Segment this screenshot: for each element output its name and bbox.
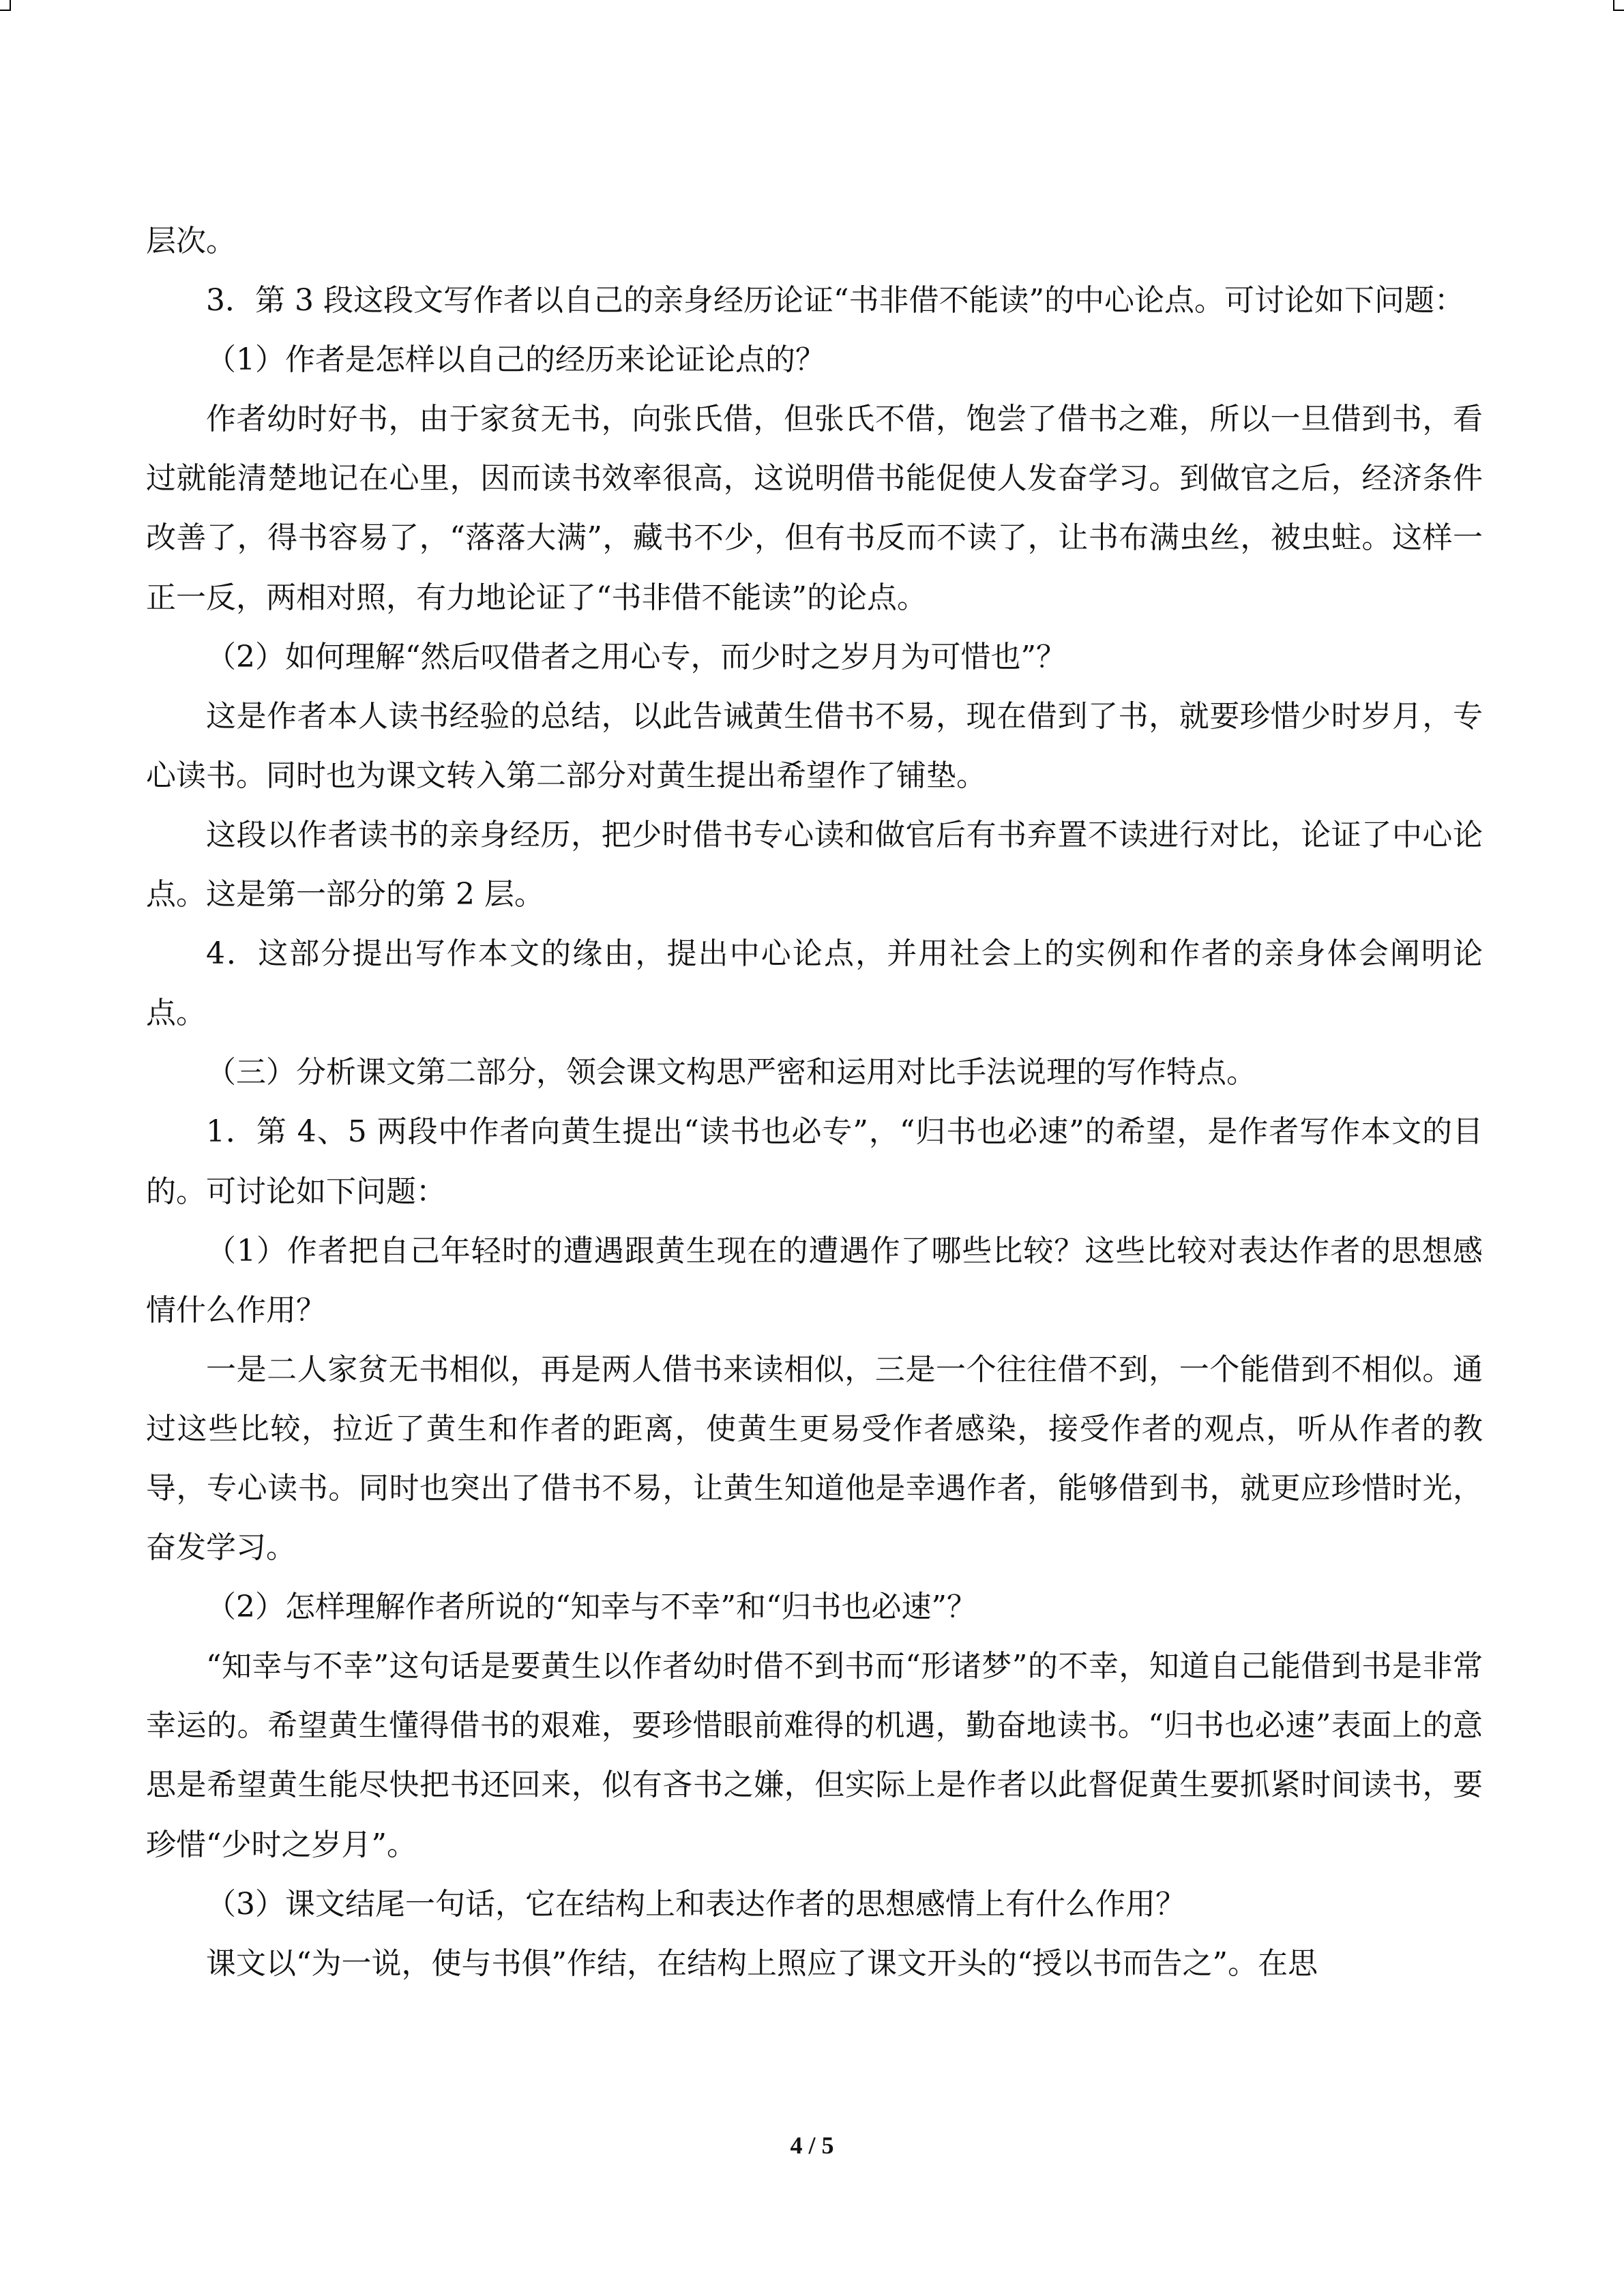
paragraph: 3．第 3 段这段文写作者以自己的亲身经历论证“书非借不能读”的中心论点。可讨论如下问题：	[206, 283, 1464, 318]
paragraph: （1）作者是怎样以自己的经历来论证论点的？	[206, 342, 825, 378]
paragraph: 一是二人家贫无书相似，再是两人借书来读相似，三是一个往往借不到，一个能借到不相似。通过这些比较，拉近了黄生和作者的距离，使黄生更易受作者感染，接受作者的观点，听从作者的教导，专心读书。同时也突出了借书不易，让黄生知道他是幸遇作者，能够借到书，就更应珍惜时光，奋发学习。	[146, 1352, 1483, 1566]
paragraph: 这是作者本人读书经验的总结，以此告诫黄生借书不易，现在借到了书，就要珍惜少时岁月，专心读书。同时也为课文转入第二部分对黄生提出希望作了铺垫。	[146, 698, 1483, 793]
paragraph: 1．第 4、5 两段中作者向黄生提出“读书也必专”，“归书也必速”的希望，是作者写作本文的目的。可讨论如下问题：	[146, 1114, 1483, 1209]
crop-mark-top-right	[1613, 0, 1624, 11]
paragraph: 4．这部分提出写作本文的缘由，提出中心论点，并用社会上的实例和作者的亲身体会阐明论点。	[146, 936, 1483, 1031]
crop-mark-top-left	[0, 0, 11, 11]
document-body	[146, 211, 1483, 1993]
paragraph: 这段以作者读书的亲身经历，把少时借书专心读和做官后有书弃置不读进行对比，论证了中心论点。这是第一部分的第 2 层。	[146, 817, 1483, 912]
paragraph: “知幸与不幸”这句话是要黄生以作者幼时借不到书而“形诸梦”的不幸，知道自己能借到书是非常幸运的。希望黄生懂得借书的艰难，要珍惜眼前难得的机遇，勤奋地读书。“归书也必速”表面上的意思是希望黄生能尽快把书还回来，似有吝书之嫌，但实际上是作者以此督促黄生要抓紧时间读书，要珍惜“少时之岁月”。	[146, 1649, 1483, 1862]
paragraph: （3）课文结尾一句话，它在结构上和表达作者的思想感情上有什么作用？	[206, 1886, 1185, 1922]
page-number: 4 / 5	[790, 2132, 834, 2159]
paragraph: 课文以“为一说，使与书俱”作结，在结构上照应了课文开头的“授以书而告之”。在思	[206, 1945, 1318, 1981]
paragraph: 层次。	[146, 224, 236, 258]
paragraph: 作者幼时好书，由于家贫无书，向张氏借，但张氏不借，饱尝了借书之难，所以一旦借到书，看过就能清楚地记在心里，因而读书效率很高，这说明借书能促使人发奋学习。到做官之后，经济条件改善了，得书容易了，“落落大满”，藏书不少，但有书反而不读了，让书布满虫丝，被虫蛀。这样一正一反，两相对照，有力地论证了“书非借不能读”的论点。	[146, 402, 1483, 615]
paragraph: （三）分析课文第二部分，领会课文构思严密和运用对比手法说理的写作特点。	[206, 1055, 1256, 1090]
paragraph: （2）如何理解“然后叹借者之用心专，而少时之岁月为可惜也”？	[206, 639, 1066, 674]
paragraph: （2）怎样理解作者所说的“知幸与不幸”和“归书也必速”？	[206, 1590, 977, 1625]
paragraph: （1）作者把自己年轻时的遭遇跟黄生现在的遭遇作了哪些比较？这些比较对表达作者的思想感情什么作用？	[146, 1233, 1483, 1328]
